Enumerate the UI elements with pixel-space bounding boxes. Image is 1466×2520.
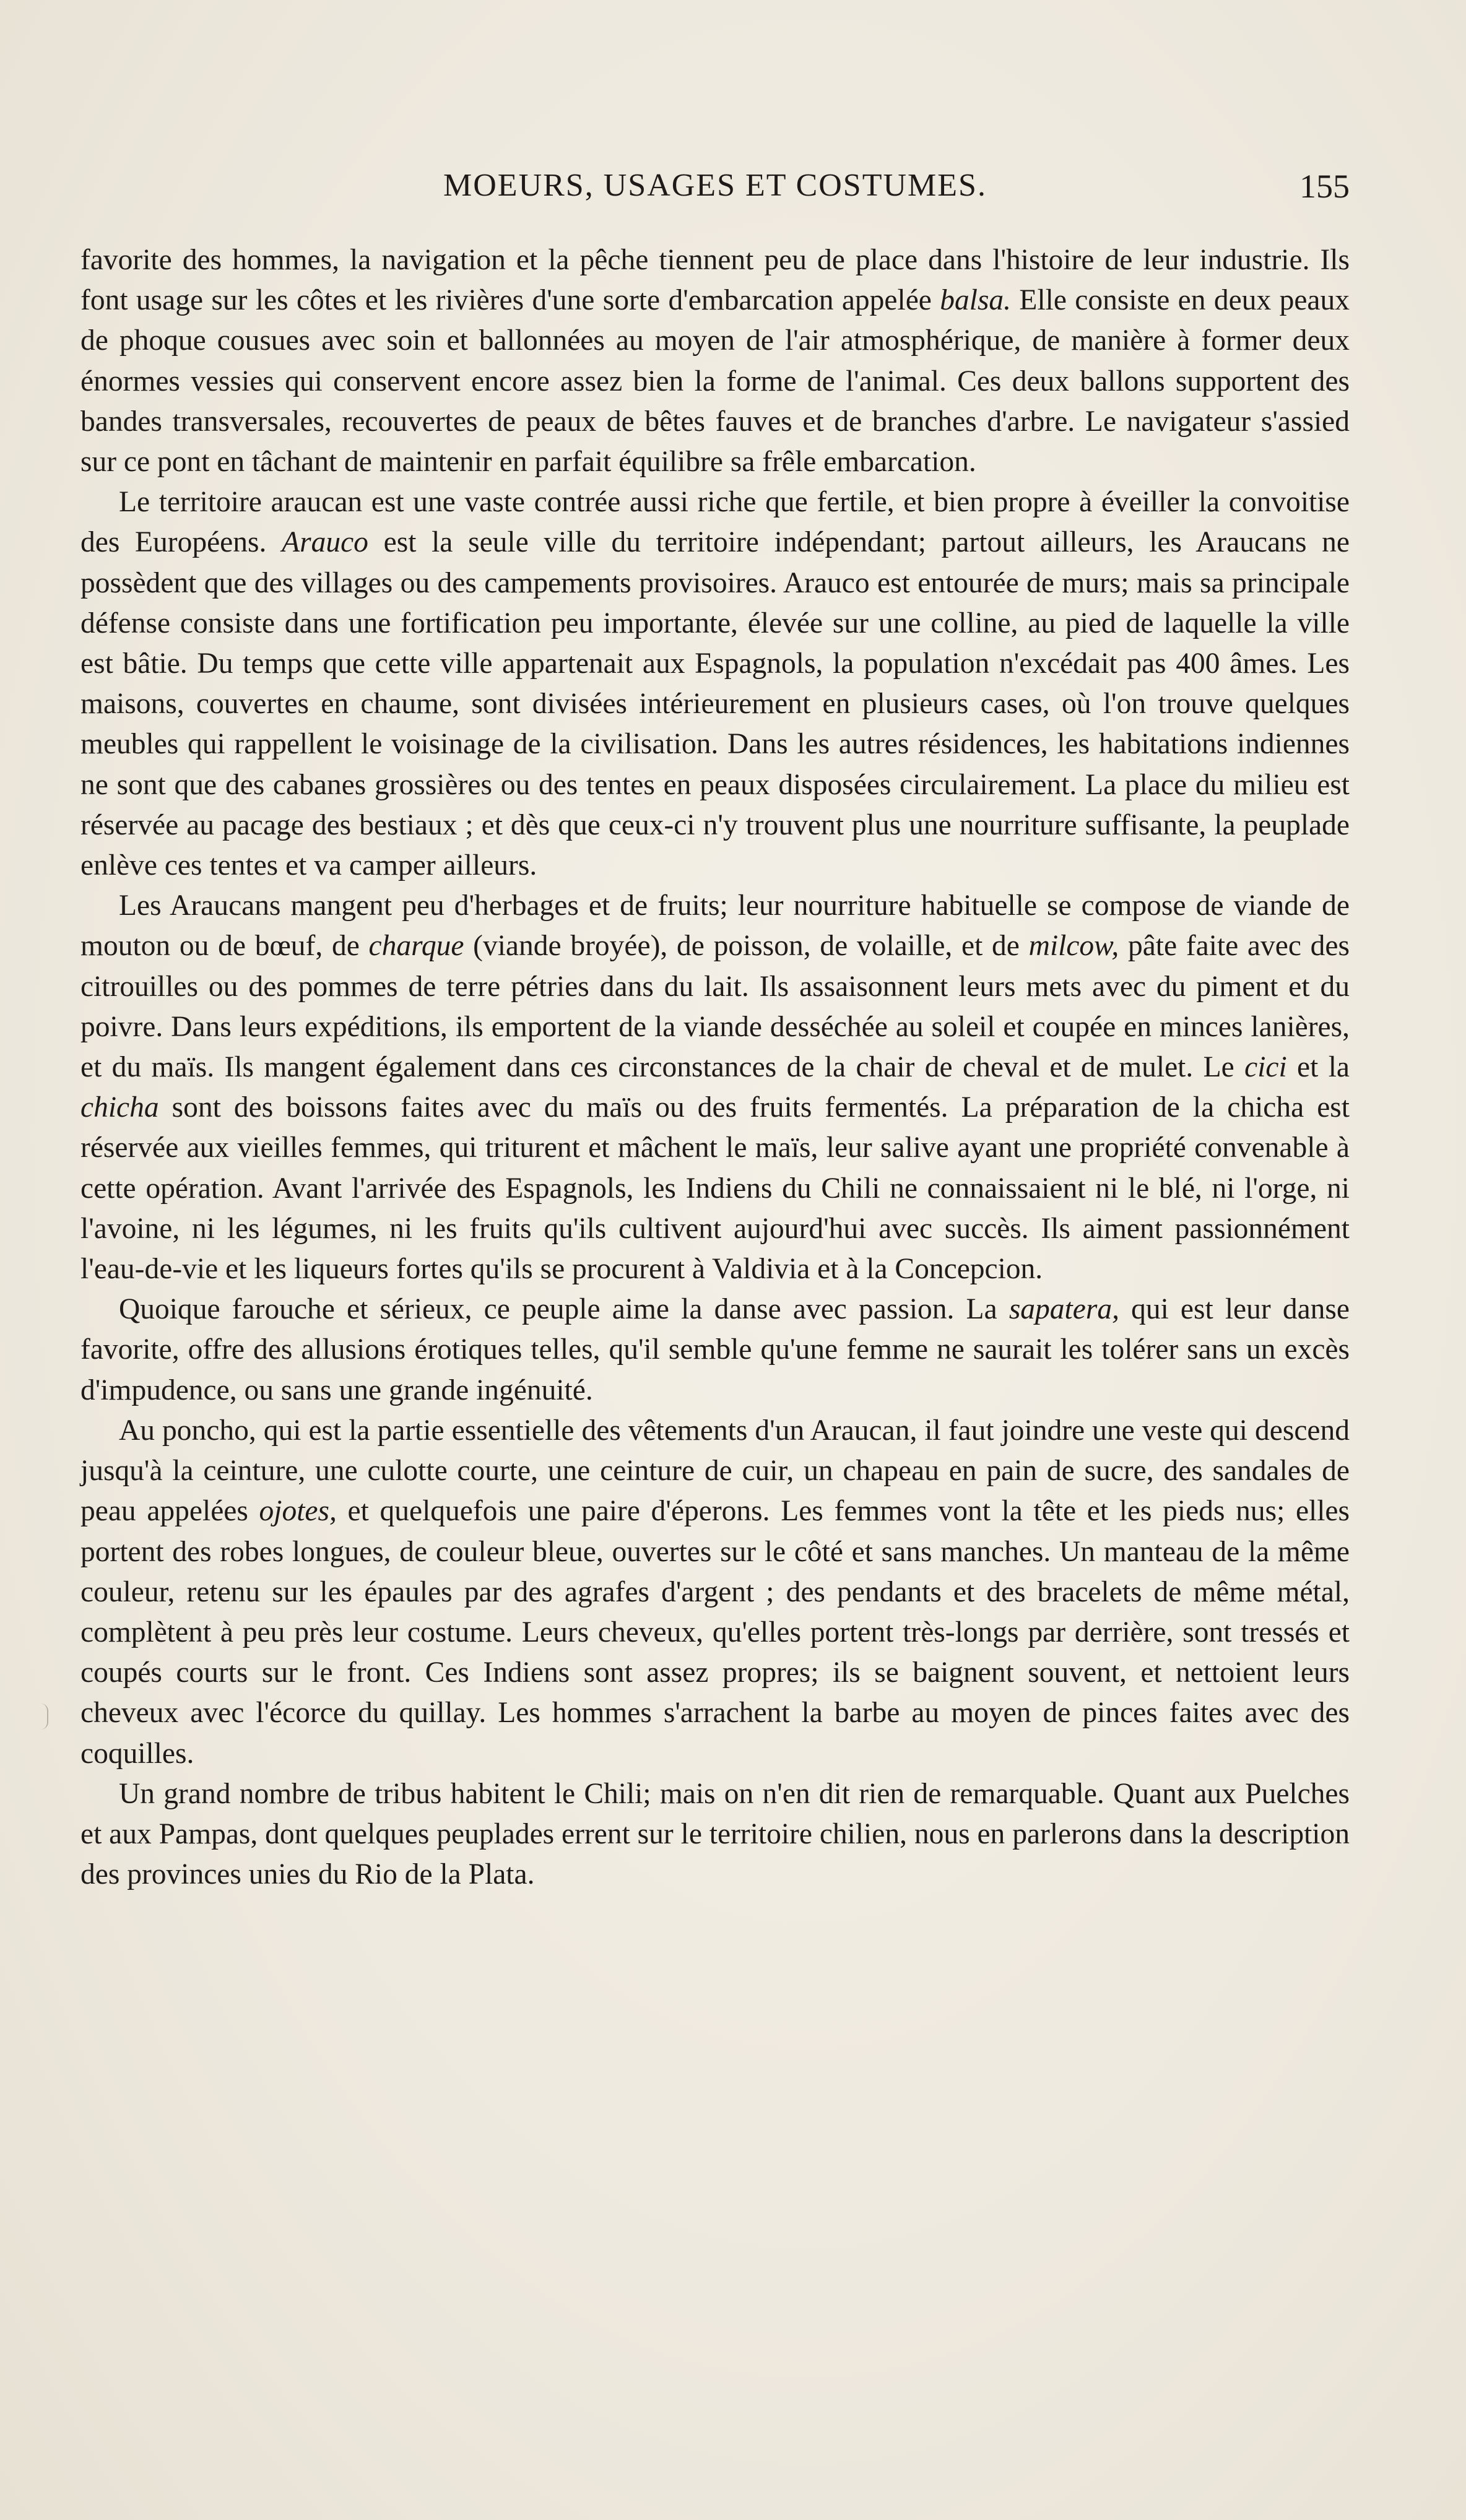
page-number: 155 [1299, 168, 1350, 205]
paragraph [80, 1774, 1350, 1895]
text-run: Quoique farouche et sérieux, ce peuple aime la danse avec passion. La [119, 1293, 1009, 1326]
italic-term: ojotes, [259, 1495, 337, 1528]
text-run: pâte faite avec des citrouilles ou des pommes de terre pétries dans du lait. Ils assaisonnent leurs mets avec du piment et du poivre. Dans leurs expéditions, ils emportent de la viande desséchée au soleil et coupée en minces lanières, et du maïs. Ils mangent également dans ces circonstances de la chair de cheval et de mulet. Le [80, 930, 1350, 1084]
italic-term: Arauco [282, 526, 368, 559]
text-run: qui est leur danse favorite, offre des allusions érotiques telles, qu'il semble qu'une femme ne saurait les tolérer sans un excès d'impudence, ou sans une grande ingénuité. [80, 1293, 1350, 1406]
italic-term: cici [1244, 1051, 1287, 1084]
text-run: Le territoire araucan est une vaste contrée aussi riche que fertile, et bien propre à éveiller la convoitise des Européens. [80, 486, 1350, 559]
body-text [80, 240, 1350, 1895]
paragraph [80, 1289, 1350, 1411]
italic-term: charque [368, 930, 464, 963]
margin-mark [41, 1704, 48, 1730]
text-run: et quelquefois une paire d'éperons. Les femmes vont la tête et les pieds nus; elles portent des robes longues, de couleur bleue, ouvertes sur le côté et sans manches. Un manteau de la même couleur, retenu sur les épaules par des agrafes d'argent ; des pendants et des bracelets de même métal, complètent à peu près leur costume. Leurs cheveux, qu'elles portent très-longs par derrière, sont tressés et coupés courts sur le front. Ces Indiens sont assez propres; ils se baignent souvent, et nettoient leurs cheveux avec l'écorce du quillay. Les hommes s'arrachent la barbe au moyen de pinces faites avec des coquilles. [80, 1495, 1350, 1770]
italic-term: balsa. [940, 284, 1012, 317]
paragraph [80, 240, 1350, 482]
paragraph [80, 482, 1350, 886]
text-run: et la [1286, 1051, 1350, 1084]
text-run: Un grand nombre de tribus habitent le Chili; mais on n'en dit rien de remarquable. Quant aux Puelches et aux Pampas, dont quelques peuplades errent sur le territoire chilien, nous en parlerons dans la description des provinces unies du Rio de la Plata. [80, 1777, 1350, 1891]
text-run: Les Araucans mangent peu d'herbages et de fruits; leur nourriture habituelle se compose de viande de mouton ou de bœuf, de [80, 890, 1350, 963]
italic-term: chicha [80, 1091, 159, 1124]
text-run: (viande broyée), de poisson, de volaille, et de [464, 930, 1029, 963]
italic-term: milcow, [1028, 930, 1119, 963]
text-run: favorite des hommes, la navigation et la pêche tiennent peu de place dans l'histoire de leur industrie. Ils font usage sur les côtes et les rivières d'une sorte d'embarcation appelée [80, 244, 1350, 317]
paragraph [80, 1411, 1350, 1774]
text-run: sont des boissons faites avec du maïs ou des fruits fermentés. La préparation de la chicha est réservée aux vieilles femmes, qui triturent et mâchent le maïs, leur salive ayant une propriété convenable à cette opération. Avant l'arrivée des Espagnols, les Indiens du Chili ne connaissaient ni le blé, ni l'orge, ni l'avoine, ni les légumes, ni les fruits qu'ils cultivent aujourd'hui avec succès. Ils aiment passionnément l'eau-de-vie et les liqueurs fortes qu'ils se procurent à Valdivia et à la Concepcion. [80, 1091, 1350, 1286]
running-head [80, 167, 1350, 210]
paragraph [80, 886, 1350, 1289]
running-title: MOEURS, USAGES ET COSTUMES. [443, 168, 987, 203]
text-run: est la seule ville du territoire indépendant; partout ailleurs, les Araucans ne possèdent que des villages ou des campements provisoires. Arauco est entourée de murs; mais sa principale défense consiste dans une fortification peu importante, élevée sur une colline, au pied de laquelle la ville est bâtie. Du temps que cette ville appartenait aux Espagnols, la population n'excédait pas 400 âmes. Les maisons, couvertes en chaume, sont divisées intérieurement en plusieurs cases, où l'on trouve quelques meubles qui rappellent le voisinage de la civilisation. Dans les autres résidences, les habitations indiennes ne sont que des cabanes grossières ou des tentes en peaux disposées circulairement. La place du milieu est réservée au pacage des bestiaux ; et dès que ceux-ci n'y trouvent plus une nourriture suffisante, la peuplade enlève ces tentes et va camper ailleurs. [80, 526, 1350, 882]
text-run: Au poncho, qui est la partie essentielle des vêtements d'un Araucan, il faut joindre une veste qui descend jusqu'à la ceinture, une culotte courte, une ceinture de cuir, un chapeau en pain de sucre, des sandales de peau appelées [80, 1414, 1350, 1528]
italic-term: sapatera, [1008, 1293, 1119, 1326]
text-run: Elle consiste en deux peaux de phoque cousues avec soin et ballonnées au moyen de l'air atmosphérique, de manière à former deux énormes vessies qui conservent encore assez bien la forme de l'animal. Ces deux ballons supportent des bandes transversales, recouvertes de peaux de bêtes fauves et de branches d'arbre. Le navigateur s'assied sur ce pont en tâchant de maintenir en parfait équilibre sa frêle embarcation. [80, 284, 1350, 478]
